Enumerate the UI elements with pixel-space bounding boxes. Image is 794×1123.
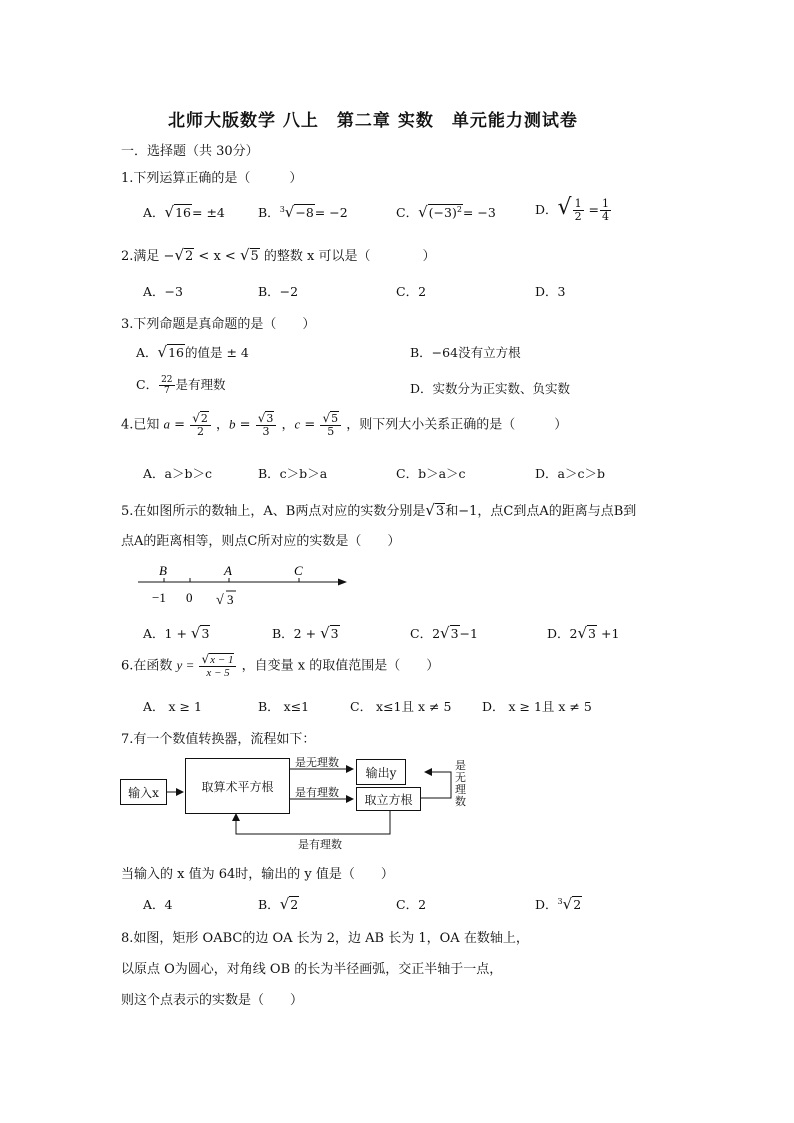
output-y-box: 输出y: [356, 759, 406, 785]
q5-option-d: D．2√3 +1: [547, 624, 620, 642]
q6-option-b: B． x≤1: [258, 699, 310, 714]
tick-label-minus-one: −1: [152, 590, 166, 605]
q5-option-a: A．1 + √3: [143, 624, 210, 642]
q5-option-b: B．2 + √3: [272, 624, 339, 642]
q1-option-a: A．√16= ±4: [143, 203, 225, 221]
q2-option-a: A．−3: [143, 284, 183, 299]
q4-option-d: D．a＞c＞b: [535, 466, 605, 481]
label-rational: 是有理数: [295, 786, 339, 799]
q4-option-a: A．a＞b＞c: [143, 466, 212, 481]
q7-option-d: D．$^3$√2: [535, 895, 582, 913]
axis-arrow-icon: [338, 579, 347, 586]
q5-option-c: C．2√3−1: [410, 624, 478, 642]
square-root-box: 取算术平方根: [185, 758, 290, 814]
question-6-stem: 6.在函数 y = $\frac{√x - 1}{x - 5}$ ，自变量 x 的取值范围是（ ）: [121, 652, 440, 679]
question-7-stem: 7.有一个数值转换器，流程如下：: [121, 732, 316, 747]
question-3-stem: 3.下列命题是真命题的是（ ）: [121, 317, 316, 332]
point-c-label: C: [294, 563, 303, 578]
point-b-label: B: [159, 563, 167, 578]
question-5-line1: 5.在如图所示的数轴上，A、B两点对应的实数分别是√3和−1，点C到点A的距离与点B到: [121, 501, 637, 519]
question-8-line3: 则这个点表示的实数是（ ）: [121, 993, 304, 1008]
question-8-line1: 8.如图，矩形 OABC的边 OA 长为 2，边 AB 长为 1，OA 在数轴上，: [121, 931, 529, 946]
q1-option-d: D．√ $\frac{1}{2}$ = $\frac{1}{4}$: [535, 195, 610, 223]
q6-option-d: D． x ≥ 1且 x ≠ 5: [482, 699, 592, 714]
q3-option-b: B．−64没有立方根: [410, 345, 521, 360]
q6-option-c: C． x≤1且 x ≠ 5: [350, 699, 452, 714]
q3-option-c: C． $\frac{22}{7}$ 是有理数: [136, 375, 226, 396]
q4-option-b: B．c＞b＞a: [258, 466, 328, 481]
number-line-figure: [135, 560, 355, 612]
question-7-prompt: 当输入的 x 值为 64时，输出的 y 值是（ ）: [121, 867, 394, 882]
label-side-irrational: 是 无 理 数: [455, 759, 466, 808]
tick-label-sqrt3: 3: [227, 592, 234, 607]
q2-option-c: C．2: [396, 284, 427, 299]
q3-option-d: D．实数分为正实数、负实数: [410, 381, 571, 396]
q6-option-a: A． x ≥ 1: [143, 699, 202, 714]
question-8-line2: 以原点 O为圆心，对角线 OB 的长为半径画弧，交正半轴于一点，: [121, 962, 503, 977]
q3-option-a: A．√16的值是 ± 4: [136, 343, 249, 361]
q1-option-c: C．$√(-3)^2= -3$: [396, 203, 496, 221]
page-title: 北师大版数学 八上 第二章 实数 单元能力测试卷: [168, 111, 578, 131]
question-2-stem: 2.满足 −√2 < x < √5 的整数 x 可以是（ ）: [121, 246, 436, 264]
q7-option-b: B．√2: [258, 895, 299, 913]
label-rational-bottom: 是有理数: [298, 838, 342, 851]
q7-option-c: C．2: [396, 897, 427, 912]
tick-label-sqrt-sign: √: [216, 593, 224, 608]
input-x-box: 输入x: [120, 779, 167, 805]
tick-label-zero: 0: [186, 590, 193, 605]
question-1-stem: 1.下列运算正确的是（ ）: [121, 171, 303, 186]
question-4-stem: 4.已知 a = $\frac{√2}{2}$ ，b = $\frac{√3}{3}$ ，c = $\frac{√5}{5}$ ，则下列大小关系正确的是（ ）: [121, 411, 568, 438]
q2-option-d: D．3: [535, 284, 566, 299]
cube-root-box: 取立方根: [356, 787, 421, 811]
q4-option-c: C．b＞a＞c: [396, 466, 466, 481]
label-irrational: 是无理数: [295, 756, 339, 769]
point-a-label: A: [224, 563, 232, 578]
q1-option-b: B．$^3$√−8= −2: [258, 203, 348, 221]
section-heading: 一．选择题（共 30分）: [121, 144, 259, 159]
q7-option-a: A．4: [143, 897, 173, 912]
question-5-line2: 点A的距离相等，则点C所对应的实数是（ ）: [121, 534, 401, 549]
q2-option-b: B．−2: [258, 284, 299, 299]
